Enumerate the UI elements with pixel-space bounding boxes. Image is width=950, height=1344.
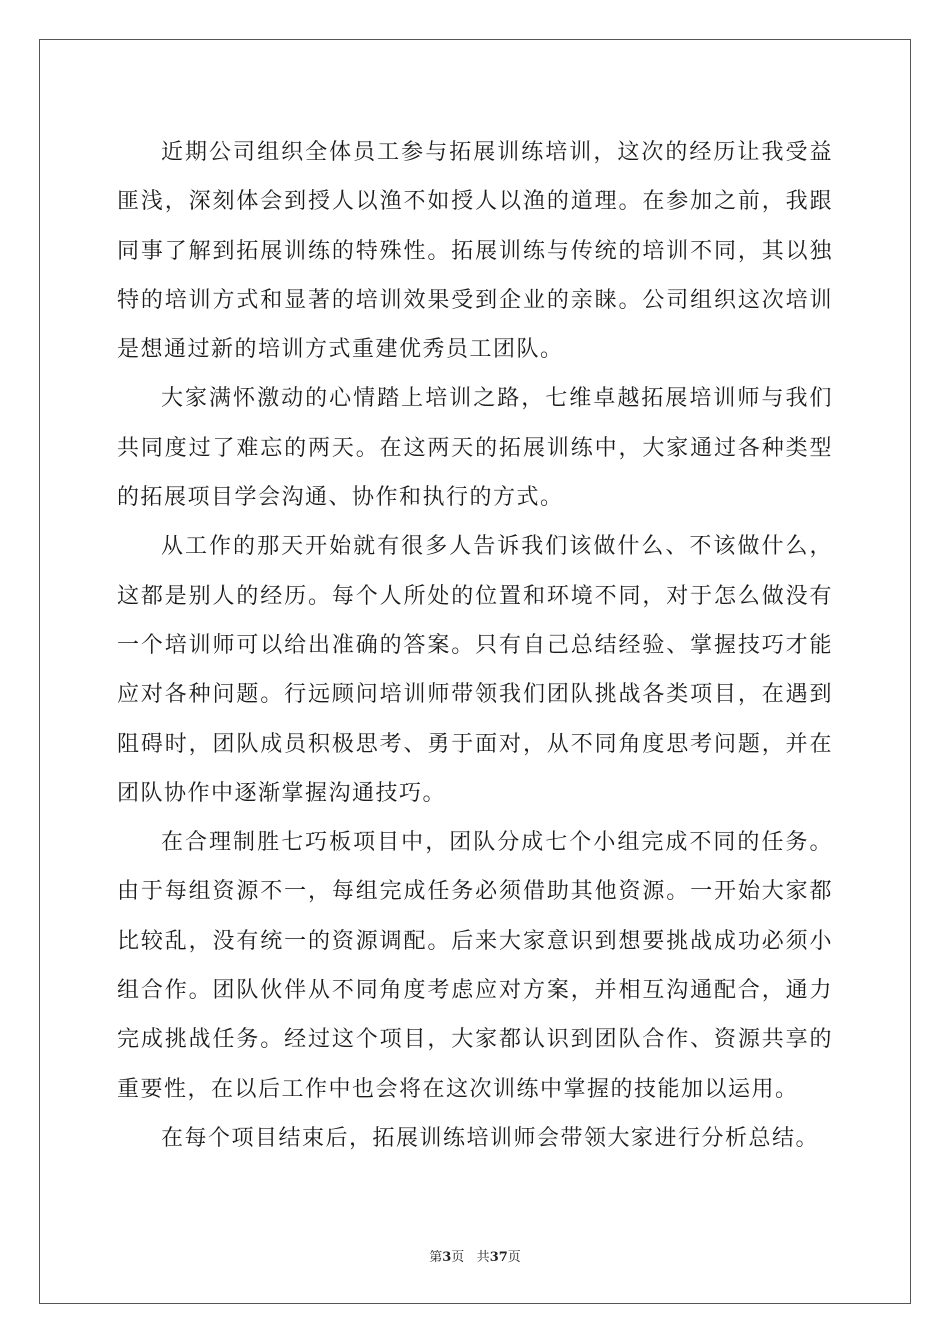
- paragraph-5: 在每个项目结束后，拓展训练培训师会带领大家进行分析总结。: [161, 1125, 820, 1151]
- page-prefix: 第: [429, 1250, 443, 1265]
- total-prefix: 共: [476, 1250, 490, 1265]
- page-number: 3: [442, 1250, 452, 1265]
- document-body: [117, 128, 833, 1163]
- total-suffix: 页: [507, 1250, 521, 1265]
- paragraph-1: 近期公司组织全体员工参与拓展训练培训，这次的经历让我受益匪浅，深刻体会到授人以渔不如授人以渔的道理。在参加之前，我跟同事了解到拓展训练的特殊性。拓展训练与传统的培训不同，其以独特的培训方式和显著的培训效果受到企业的亲睐。公司组织这次培训是想通过新的培训方式重建优秀员工团队。: [117, 140, 833, 363]
- paragraph-2: 大家满怀激动的心情踏上培训之路，七维卓越拓展培训师与我们共同度过了难忘的两天。在这两天的拓展训练中，大家通过各种类型的拓展项目学会沟通、协作和执行的方式。: [117, 386, 833, 511]
- paragraph-4: 在合理制胜七巧板项目中，团队分成七个小组完成不同的任务。由于每组资源不一，每组完成任务必须借助其他资源。一开始大家都比较乱，没有统一的资源调配。后来大家意识到想要挑战成功必须小组合作。团队伙伴从不同角度考虑应对方案，并相互沟通配合，通力完成挑战任务。经过这个项目，大家都认识到团队合作、资源共享的重要性，在以后工作中也会将在这次训练中掌握的技能加以运用。: [117, 830, 833, 1102]
- total-pages: 37: [489, 1250, 508, 1265]
- paragraph-3: 从工作的那天开始就有很多人告诉我们该做什么、不该做什么，这都是别人的经历。每个人所处的位置和环境不同，对于怎么做没有一个培训师可以给出准确的答案。只有自己总结经验、掌握技巧才能应对各种问题。行远顾问培训师带领我们团队挑战各类项目，在遇到阻碍时，团队成员积极思考、勇于面对，从不同角度思考问题，并在团队协作中逐渐掌握沟通技巧。: [117, 534, 833, 806]
- page-footer: [0, 1246, 950, 1265]
- page-suffix: 页: [451, 1250, 465, 1265]
